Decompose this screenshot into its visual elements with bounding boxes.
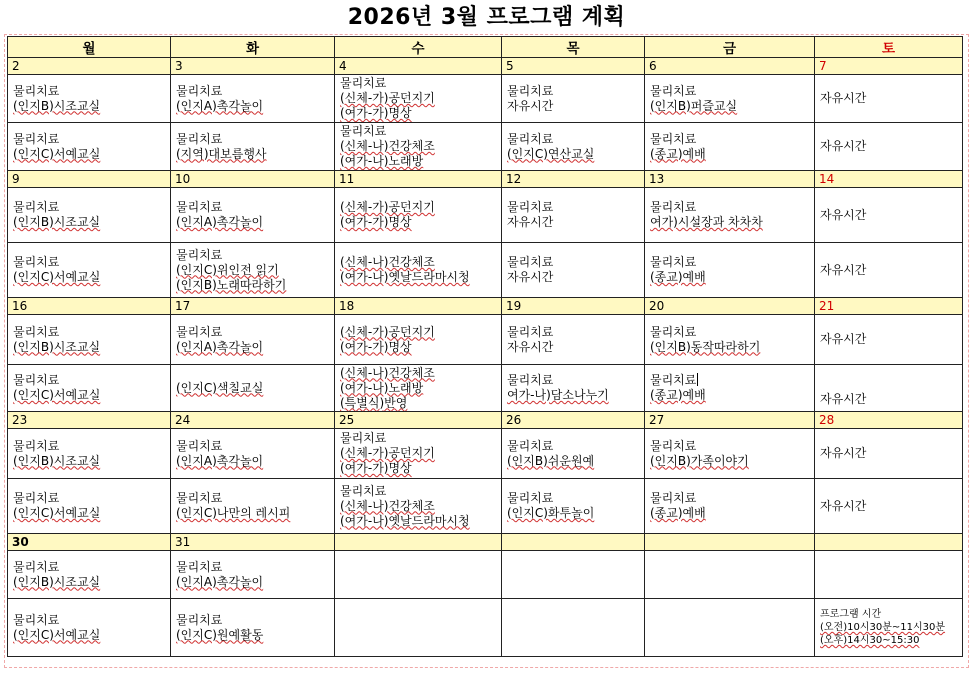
week-date-row: [8, 171, 963, 188]
program-cell[interactable]: [8, 599, 171, 657]
program-item: (종교)예배: [650, 146, 706, 161]
text-caret: [697, 373, 698, 386]
program-cell[interactable]: [815, 599, 963, 657]
program-cell[interactable]: [171, 365, 335, 412]
program-item: 물리치료: [507, 438, 554, 453]
program-item: 물리치료: [176, 83, 223, 98]
program-item: (오후)14시30~15:30: [820, 635, 920, 646]
date-cell: 24: [171, 412, 335, 429]
program-cell[interactable]: [8, 75, 171, 123]
program-item: (신체-가)공던지기: [340, 91, 435, 105]
week-date-row: [8, 58, 963, 75]
program-cell[interactable]: [335, 551, 502, 599]
date-cell: 6: [645, 58, 815, 75]
program-item: 물리치료: [507, 491, 554, 505]
date-cell: 13: [645, 171, 815, 188]
program-item: 물리치료: [507, 255, 554, 269]
program-item: (인지B)시조교실: [13, 339, 101, 354]
date-cell: 12: [502, 171, 645, 188]
program-row: [8, 365, 963, 412]
program-item: 물리치료: [176, 559, 223, 574]
program-item: (인지A)촉각놀이: [176, 215, 264, 229]
program-item: 물리치료: [176, 324, 223, 339]
program-cell[interactable]: [335, 315, 502, 365]
program-item: 물리치료: [507, 200, 554, 214]
program-item: (인지B)시조교실: [13, 98, 101, 113]
program-item: (인지C)연산교실: [507, 146, 595, 161]
program-row: [8, 315, 963, 365]
program-item: 물리치료: [13, 324, 60, 339]
program-row: [8, 479, 963, 534]
program-item: (인지C)나만의 레시피: [176, 506, 291, 520]
date-cell: 21: [815, 298, 963, 315]
program-item: 자유시간: [820, 498, 867, 513]
date-cell: 2: [8, 58, 171, 75]
program-item: 물리치료: [650, 373, 697, 387]
program-cell[interactable]: [335, 188, 502, 243]
program-cell[interactable]: [171, 429, 335, 479]
program-cell[interactable]: [502, 365, 645, 412]
program-cell[interactable]: [645, 188, 815, 243]
program-cell[interactable]: [502, 75, 645, 123]
date-cell: [502, 534, 645, 551]
date-cell: [335, 534, 502, 551]
program-item: (인지A)촉각놀이: [176, 453, 264, 468]
program-item: 물리치료: [340, 483, 387, 498]
program-cell[interactable]: [171, 243, 335, 298]
program-item: 자유시간: [507, 215, 554, 229]
program-cell[interactable]: [171, 75, 335, 123]
program-item: 여가)시설장과 차차차: [650, 215, 763, 229]
program-item: 자유시간: [507, 339, 554, 354]
weekday-header-wed: 수: [335, 37, 502, 58]
program-item: (신체-나)건강체조: [340, 365, 435, 380]
program-item: (신체-가)공던지기: [340, 446, 435, 460]
program-cell[interactable]: [335, 599, 502, 657]
program-item: (신체-가)공던지기: [340, 324, 435, 339]
program-row: [8, 123, 963, 171]
program-item: 물리치료: [650, 491, 697, 505]
date-cell: 16: [8, 298, 171, 315]
program-cell[interactable]: [815, 315, 963, 365]
program-row: [8, 429, 963, 479]
program-cell[interactable]: [502, 188, 645, 243]
date-cell: 5: [502, 58, 645, 75]
program-cell[interactable]: [645, 551, 815, 599]
program-cell[interactable]: [171, 315, 335, 365]
program-cell[interactable]: [645, 243, 815, 298]
date-cell: 27: [645, 412, 815, 429]
program-cell[interactable]: [335, 123, 502, 171]
program-item: (신체-가)공던지기: [340, 200, 435, 214]
program-item: 물리치료: [13, 131, 60, 146]
program-item: (신체-나)건강체조: [340, 139, 435, 153]
program-item: (종교)예배: [650, 506, 706, 520]
program-cell[interactable]: [645, 365, 815, 412]
program-item: (여가-나)옛날드라마시청: [340, 270, 470, 284]
program-cell[interactable]: [8, 551, 171, 599]
program-item: 물리치료: [650, 438, 697, 453]
weekday-header-row: [8, 37, 963, 58]
program-item: 물리치료: [507, 83, 554, 98]
program-item: (여가-나)노래방: [340, 154, 424, 168]
program-item: (지역)대보름행사: [176, 146, 267, 161]
program-cell[interactable]: [8, 365, 171, 412]
program-item: 자유시간: [820, 262, 867, 277]
program-item: (여가-가)명상: [340, 106, 412, 120]
program-cell[interactable]: [815, 123, 963, 171]
date-cell: 25: [335, 412, 502, 429]
program-item: 물리치료: [650, 255, 697, 269]
program-item: 프로그램 시간: [820, 609, 882, 620]
program-cell[interactable]: [815, 429, 963, 479]
date-cell: 11: [335, 171, 502, 188]
program-item: (인지C)원예활동: [176, 627, 264, 642]
program-row: [8, 75, 963, 123]
program-item: 물리치료: [13, 83, 60, 98]
program-item: (특별식)반영: [340, 395, 408, 410]
program-item: 물리치료: [650, 83, 697, 98]
program-item: (인지C)서예교실: [13, 506, 101, 520]
program-item: 물리치료: [176, 438, 223, 453]
program-item: 물리치료: [507, 324, 554, 339]
program-item: 물리치료: [176, 131, 223, 146]
date-cell: 28: [815, 412, 963, 429]
program-cell[interactable]: [645, 599, 815, 657]
program-item: (인지C)서예교실: [13, 388, 101, 402]
program-cell[interactable]: [335, 243, 502, 298]
program-cell[interactable]: [171, 551, 335, 599]
program-item: 물리치료: [507, 131, 554, 146]
program-cell[interactable]: [815, 479, 963, 534]
program-item: (인지B)퍼즐교실: [650, 98, 738, 113]
date-cell: 10: [171, 171, 335, 188]
program-cell[interactable]: [8, 188, 171, 243]
program-item: 물리치료: [13, 491, 60, 505]
date-cell: 7: [815, 58, 963, 75]
program-cell[interactable]: [815, 188, 963, 243]
program-cell[interactable]: [8, 243, 171, 298]
program-item: (인지C)위인전 읽기: [176, 262, 279, 277]
program-item: 물리치료: [340, 431, 387, 445]
program-cell[interactable]: [335, 429, 502, 479]
program-item: (인지B)시조교실: [13, 453, 101, 468]
program-item: (신체-나)건강체조: [340, 255, 435, 269]
program-item: 물리치료: [650, 200, 697, 214]
program-cell[interactable]: [502, 315, 645, 365]
program-item: 물리치료: [340, 76, 387, 90]
program-cell[interactable]: [502, 123, 645, 171]
program-item: (인지A)촉각놀이: [176, 98, 264, 113]
program-row: [8, 599, 963, 657]
date-cell: 30: [8, 534, 171, 551]
program-item: 물리치료: [13, 612, 60, 627]
weekday-header-tue: 화: [171, 37, 335, 58]
date-cell: 20: [645, 298, 815, 315]
weekday-header-thu: 목: [502, 37, 645, 58]
program-item: (오전)10시30분~11시30분: [820, 622, 946, 633]
program-cell[interactable]: [502, 599, 645, 657]
date-cell: 31: [171, 534, 335, 551]
date-cell: 18: [335, 298, 502, 315]
program-item: (여가-나)옛날드라마시청: [340, 513, 470, 528]
program-cell[interactable]: [645, 75, 815, 123]
program-row: [8, 551, 963, 599]
program-item: (인지C)화투놀이: [507, 506, 595, 520]
program-cell[interactable]: [335, 365, 502, 412]
program-item: (인지B)쉬운원예: [507, 453, 595, 468]
program-cell[interactable]: [815, 365, 963, 412]
program-cell[interactable]: [8, 479, 171, 534]
program-cell[interactable]: [8, 429, 171, 479]
program-item: 물리치료: [13, 200, 60, 214]
weekday-header-fri: 금: [645, 37, 815, 58]
program-item: 자유시간: [507, 270, 554, 284]
program-item: (인지C)서예교실: [13, 270, 101, 284]
date-cell: 14: [815, 171, 963, 188]
program-item: 물리치료: [13, 438, 60, 453]
program-cell[interactable]: [502, 429, 645, 479]
program-item: (종교)예배: [650, 270, 706, 284]
date-cell: [645, 534, 815, 551]
weekday-header-sat: 토: [815, 37, 963, 58]
program-item: (여가-가)명상: [340, 461, 412, 475]
program-item: (인지B)시조교실: [13, 215, 101, 229]
date-cell: 17: [171, 298, 335, 315]
date-cell: 19: [502, 298, 645, 315]
program-item: 물리치료: [176, 200, 223, 214]
date-cell: [815, 534, 963, 551]
program-item: (인지C)색칠교실: [176, 380, 264, 395]
program-item: (인지B)시조교실: [13, 574, 101, 589]
program-cell[interactable]: [815, 75, 963, 123]
date-cell: 3: [171, 58, 335, 75]
week-date-row: [8, 534, 963, 551]
program-item: 물리치료: [13, 373, 60, 387]
page-title: 2026년 3월 프로그램 계획: [347, 5, 626, 30]
program-item: 물리치료: [507, 373, 554, 387]
program-item: (인지C)서예교실: [13, 627, 101, 642]
week-date-row: [8, 298, 963, 315]
program-item: 물리치료: [176, 491, 223, 505]
program-item: 물리치료: [340, 124, 387, 138]
weekday-header-mon: 월: [8, 37, 171, 58]
program-item: 물리치료: [13, 255, 60, 269]
program-cell[interactable]: [171, 123, 335, 171]
program-item: 물리치료: [650, 324, 697, 339]
program-cell[interactable]: [171, 479, 335, 534]
program-cell[interactable]: [502, 243, 645, 298]
program-cell[interactable]: [8, 315, 171, 365]
week-date-row: [8, 412, 963, 429]
program-item: (인지B)노래따라하기: [176, 277, 287, 292]
program-item: (인지A)촉각놀이: [176, 574, 264, 589]
program-item: 자유시간: [820, 332, 867, 346]
program-item: (인지A)촉각놀이: [176, 339, 264, 354]
program-item: 물리치료: [176, 612, 223, 627]
program-item: 자유시간: [820, 139, 867, 153]
program-item: (인지C)서예교실: [13, 146, 101, 161]
date-cell: 9: [8, 171, 171, 188]
program-item: 물리치료: [176, 247, 223, 262]
program-cell[interactable]: [171, 188, 335, 243]
program-item: (인지B)동작따라하기: [650, 339, 761, 354]
program-item: 자유시간: [507, 98, 554, 113]
program-cell[interactable]: [335, 75, 502, 123]
program-item: 자유시간: [820, 446, 867, 460]
program-item: 물리치료: [650, 131, 697, 146]
program-item: (신체-나)건강체조: [340, 498, 435, 513]
date-cell: 23: [8, 412, 171, 429]
program-cell[interactable]: [815, 551, 963, 599]
program-item: (여가-가)명상: [340, 215, 412, 229]
program-cell[interactable]: [171, 599, 335, 657]
program-cell[interactable]: [815, 243, 963, 298]
program-row: [8, 188, 963, 243]
program-row: [8, 243, 963, 298]
program-cell[interactable]: [645, 123, 815, 171]
date-cell: 26: [502, 412, 645, 429]
program-item: (인지B)가족이야기: [650, 453, 749, 468]
program-cell[interactable]: [645, 315, 815, 365]
program-cell[interactable]: [645, 479, 815, 534]
date-cell: 4: [335, 58, 502, 75]
program-item: (여가-가)명상: [340, 339, 412, 354]
program-cell[interactable]: [502, 551, 645, 599]
program-item: 자유시간: [820, 392, 867, 406]
program-item: 자유시간: [820, 207, 867, 222]
program-cell[interactable]: [335, 479, 502, 534]
program-item: 물리치료: [13, 559, 60, 574]
program-item: (여가-나)노래방: [340, 380, 424, 395]
program-cell[interactable]: [645, 429, 815, 479]
program-item: 여가-나)담소나누기: [507, 388, 609, 402]
program-item: (종교)예배: [650, 388, 706, 402]
calendar-table: [7, 36, 963, 657]
program-cell[interactable]: [502, 479, 645, 534]
program-item: 자유시간: [820, 91, 867, 105]
program-cell[interactable]: [8, 123, 171, 171]
